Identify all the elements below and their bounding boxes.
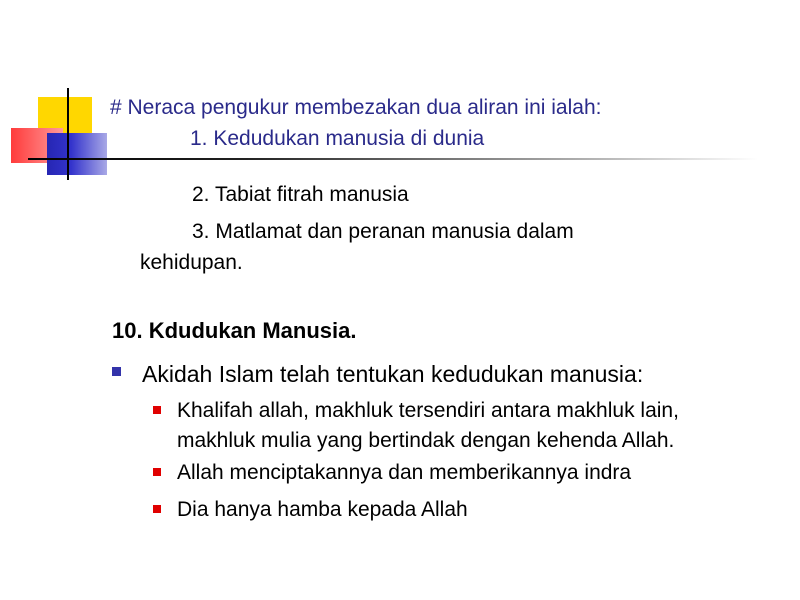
point-3 xyxy=(140,216,760,278)
decor-blue-square xyxy=(47,133,107,175)
square-bullet-icon xyxy=(112,367,121,376)
bullet-level-1 xyxy=(112,358,772,390)
section-heading: 10. Kdudukan Manusia. xyxy=(112,318,357,343)
sub-bullet xyxy=(150,396,770,456)
decor-horizontal-rule xyxy=(28,158,758,160)
sub-bullet-text-line-2: makhluk mulia yang bertindak dengan kehenda Allah. xyxy=(177,429,675,452)
point-3-text-line-1: 3. Matlamat dan peranan manusia dalam xyxy=(192,220,574,243)
square-bullet-icon xyxy=(153,505,161,513)
title-line-1: # Neraca pengukur membezakan dua aliran ini ialah: xyxy=(110,96,602,119)
sub-bullet-text: Allah menciptakannya dan memberikannya indra xyxy=(177,461,632,484)
point-2 xyxy=(140,179,760,210)
square-bullet-icon xyxy=(153,406,161,414)
sub-bullet xyxy=(150,495,770,525)
point-3-text-line-2: kehidupan. xyxy=(140,251,243,274)
decor-vertical-line xyxy=(67,88,69,180)
sub-bullet-text-line-1: Khalifah allah, makhluk tersendiri antara makhluk lain, xyxy=(177,399,679,422)
bullet-level-1-text: Akidah Islam telah tentukan kedudukan manusia: xyxy=(142,361,644,387)
square-bullet-icon xyxy=(153,468,161,476)
point-2-text: 2. Tabiat fitrah manusia xyxy=(192,183,409,206)
sub-bullet-text: Dia hanya hamba kepada Allah xyxy=(177,498,468,521)
sub-bullet xyxy=(150,458,770,488)
title-line-2: 1. Kedudukan manusia di dunia xyxy=(190,127,485,150)
slide-title xyxy=(110,92,770,154)
